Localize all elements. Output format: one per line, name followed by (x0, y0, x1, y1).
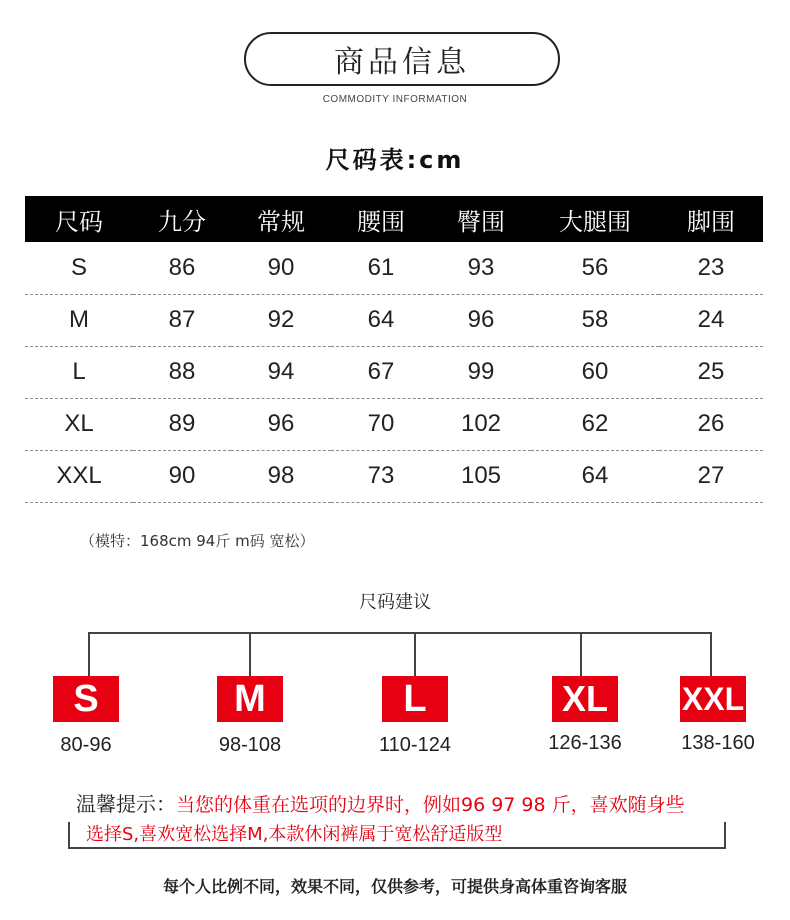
tree-drop-line (710, 632, 712, 676)
size-box-xl: XL (552, 676, 618, 722)
weight-range-m: 98-108 (218, 734, 282, 756)
table-cell: XL (25, 398, 133, 450)
table-cell: 24 (659, 294, 763, 346)
table-row (25, 346, 763, 398)
table-cell: 62 (531, 398, 659, 450)
column-header: 九分 (133, 196, 231, 242)
table-cell: 93 (431, 242, 531, 294)
column-header: 脚围 (659, 196, 763, 242)
table-cell: 27 (659, 450, 763, 502)
tree-horizontal-line (88, 632, 712, 634)
column-header: 尺码 (25, 196, 133, 242)
tree-drop-line (580, 632, 582, 676)
table-cell: 25 (659, 346, 763, 398)
table-cell: 64 (331, 294, 431, 346)
table-row (25, 242, 763, 294)
table-row (25, 294, 763, 346)
weight-range-s: 80-96 (60, 734, 112, 756)
table-cell: 94 (231, 346, 331, 398)
table-cell: 96 (231, 398, 331, 450)
tip-label: 温馨提示： (76, 792, 176, 816)
footer-note: 每个人比例不同，效果不同，仅供参考，可提供身高体重咨询客服 (162, 877, 627, 896)
table-cell: 92 (231, 294, 331, 346)
weight-range-l: 110-124 (379, 734, 451, 756)
table-cell: 73 (331, 450, 431, 502)
size-box-xxl: XXL (680, 676, 746, 722)
column-header: 腰围 (331, 196, 431, 242)
column-header: 大腿围 (531, 196, 659, 242)
table-row (25, 398, 763, 450)
table-cell: 61 (331, 242, 431, 294)
tip-text-1: 当您的体重在选项的边界时，例如96 97 98 斤，喜欢随身些 (176, 794, 685, 816)
table-cell: 89 (133, 398, 231, 450)
table-cell: S (25, 242, 133, 294)
tip-line-1 (76, 788, 685, 817)
table-cell: 23 (659, 242, 763, 294)
table-cell: 99 (431, 346, 531, 398)
table-header-row (25, 196, 763, 242)
table-cell: 64 (531, 450, 659, 502)
column-header: 臀围 (431, 196, 531, 242)
weight-range-xxl: 138-160 (681, 732, 755, 754)
size-box-m: M (217, 676, 283, 722)
table-cell: 87 (133, 294, 231, 346)
tree-drop-line (414, 632, 416, 676)
table-cell: 96 (431, 294, 531, 346)
table-cell: 86 (133, 242, 231, 294)
table-cell: 102 (431, 398, 531, 450)
weight-range-xl: 126-136 (548, 732, 622, 754)
table-cell: 56 (531, 242, 659, 294)
tip-bracket-bottom (68, 847, 726, 849)
section-title-pill (244, 32, 560, 86)
tip-text-2: 选择S,喜欢宽松选择M,本款休闲裤属于宽松舒适版型 (86, 824, 503, 845)
model-note: （模特：168cm 94斤 m码 宽松） (80, 532, 315, 550)
table-cell: 90 (133, 450, 231, 502)
table-cell: M (25, 294, 133, 346)
column-header: 常规 (231, 196, 331, 242)
table-cell: 70 (331, 398, 431, 450)
table-cell: 98 (231, 450, 331, 502)
tree-drop-line (88, 632, 90, 676)
table-cell: 26 (659, 398, 763, 450)
table-cell: XXL (25, 450, 133, 502)
table-cell: 88 (133, 346, 231, 398)
table-row (25, 450, 763, 502)
size-table-title: 尺码表:cm (325, 146, 465, 174)
tip-bracket-right (724, 822, 726, 848)
section-subtitle: COMMODITY INFORMATION (322, 94, 468, 105)
table-cell: 90 (231, 242, 331, 294)
table-cell: 105 (431, 450, 531, 502)
table-cell: L (25, 346, 133, 398)
size-table (25, 196, 763, 503)
table-cell: 67 (331, 346, 431, 398)
size-advice-title: 尺码建议 (359, 592, 431, 613)
tree-drop-line (249, 632, 251, 676)
size-box-s: S (53, 676, 119, 722)
section-title: 商品信息 (334, 45, 470, 80)
tip-bracket-left (68, 822, 70, 848)
size-box-l: L (382, 676, 448, 722)
table-cell: 60 (531, 346, 659, 398)
table-cell: 58 (531, 294, 659, 346)
